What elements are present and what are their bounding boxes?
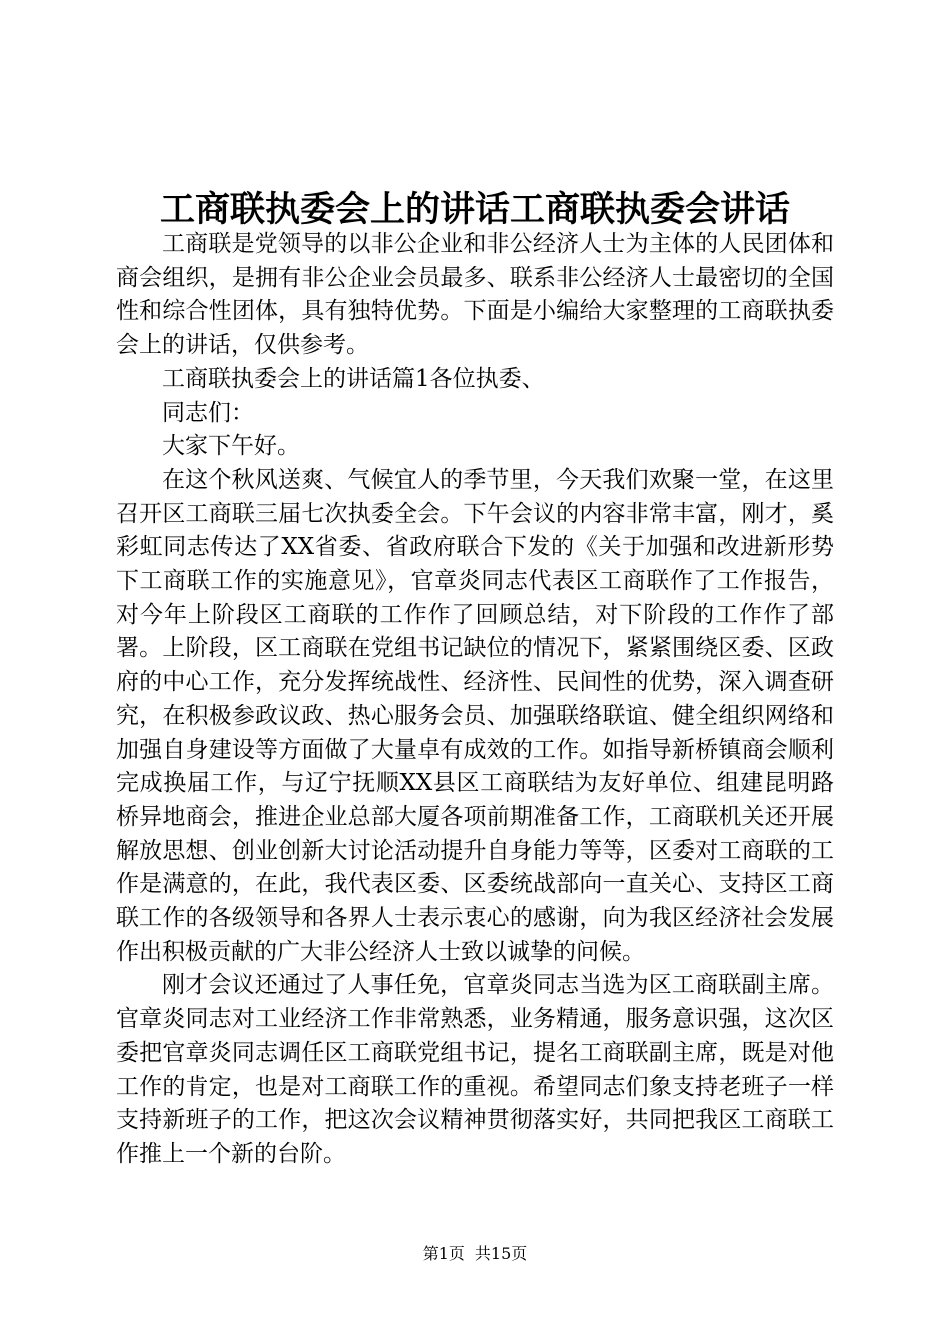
page-footer (0, 1242, 950, 1266)
paragraph-greeting: 大家下午好。 (162, 433, 300, 460)
page-total: 共15页 (474, 1244, 528, 1263)
document-body (116, 228, 834, 1172)
paragraph-appointment: 刚才会议还通过了人事任免，官章炎同志当选为区工商联副主席。官章炎同志对工业经济工作非常熟悉，业务精通，服务意识强，这次区委把官章炎同志调任区工商联党组书记，提名工商联副主席，既是对他工作的肯定，也是对工商联工作的重视。希望同志们象支持老班子一样支持新班子的工作，把这次会议精神贯彻落实好，共同把我区工商联工作推上一个新的台阶。 (116, 972, 834, 1167)
document-title: 工商联执委会上的讲话工商联执委会讲话 (159, 189, 790, 230)
paragraph-intro: 工商联是党领导的以非公企业和非公经济人士为主体的人民团体和商会组织，是拥有非公企业会员最多、联系非公经济人士最密切的全国性和综合性团体，具有独特优势。下面是小编给大家整理的工商联执委会上的讲话，仅供参考。 (116, 231, 834, 359)
page-number: 第1页 (422, 1244, 465, 1263)
paragraph-speech-heading: 工商联执委会上的讲话篇1各位执委、 (162, 365, 545, 392)
paragraph-salutation: 同志们： (162, 399, 254, 426)
paragraph-main: 在这个秋风送爽、气候宜人的季节里，今天我们欢聚一堂，在这里召开区工商联三届七次执委全会。下午会议的内容非常丰富，刚才，奚彩虹同志传达了XX省委、省政府联合下发的《关于加强和改进新形势下工商联工作的实施意见》，官章炎同志代表区工商联作了工作报告，对今年上阶段区工商联的工作作了回顾总结，对下阶段的工作作了部署。上阶段，区工商联在党组书记缺位的情况下，紧紧围绕区委、区政府的中心工作，充分发挥统战性、经济性、民间性的优势，深入调查研究，在积极参政议政、热心服务会员、加强联络联谊、健全组织网络和加强自身建设等方面做了大量卓有成效的工作。如指导新桥镇商会顺利完成换届工作，与辽宁抚顺XX县区工商联结为友好单位、组建昆明路桥异地商会，推进企业总部大厦各项前期准备工作，工商联机关还开展解放思想、创业创新大讨论活动提升自身能力等等，区委对工商联的工作是满意的，在此，我代表区委、区委统战部向一直关心、支持区工商联工作的各级领导和各界人士表示衷心的感谢，向为我区经济社会发展作出积极贡献的广大非公经济人士致以诚挚的问候。 (116, 466, 834, 965)
